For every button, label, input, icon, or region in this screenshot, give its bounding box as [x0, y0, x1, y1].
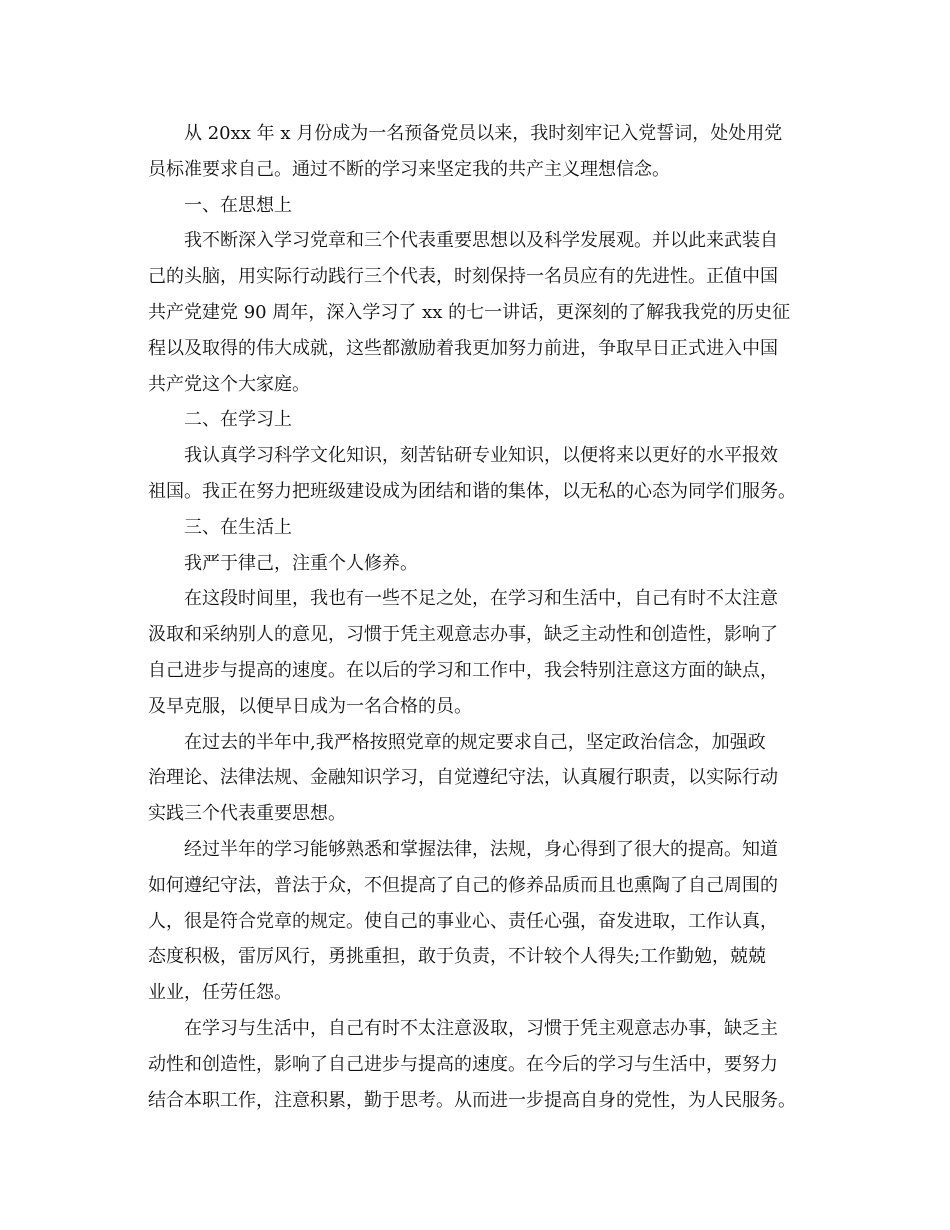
document-body [148, 116, 812, 1118]
text-line: 三、在生活上 [184, 516, 292, 538]
text-line: 如何遵纪守法，普法于众，不但提高了自己的修养品质而且也熏陶了自己周围的 [148, 874, 778, 896]
text-line: 态度积极，雷厉风行，勇挑重担，敢于负责，不计较个人得失;工作勤勉，兢兢 [148, 946, 767, 968]
text-line: 一、在思想上 [184, 194, 292, 216]
text-line: 我认真学习科学文化知识，刻苦钻研专业知识，以便将来以更好的水平报效 [184, 445, 778, 467]
text-line: 汲取和采纳别人的意见，习惯于凭主观意志办事，缺乏主动性和创造性，影响了 [148, 624, 778, 646]
text-line: 实践三个代表重要思想。 [148, 803, 346, 825]
text-line: 我不断深入学习党章和三个代表重要思想以及科学发展观。并以此来武装自 [184, 230, 778, 252]
text-line: 员标准要求自己。通过不断的学习来坚定我的共产主义理想信念。 [148, 158, 670, 180]
text-line: 从 20xx 年 x 月份成为一名预备党员以来，我时刻牢记入党誓词，处处用党 [184, 123, 783, 144]
text-line: 共产党这个大家庭。 [148, 373, 310, 395]
text-line: 共产党建党 90 周年，深入学习了 xx 的七一讲话，更深刻的了解我我党的历史征 [148, 301, 791, 323]
text-line: 祖国。我正在努力把班级建设成为团结和谐的集体，以无私的心态为同学们服务。 [148, 480, 796, 502]
text-line: 治理论、法律法规、金融知识学习，自觉遵纪守法，认真履行职责，以实际行动 [148, 767, 778, 789]
text-line: 及早克服，以便早日成为一名合格的员。 [148, 695, 472, 717]
text-line: 业业，任劳任怨。 [148, 982, 292, 1004]
text-line: 程以及取得的伟大成就，这些都激励着我更加努力前进，争取早日正式进入中国 [148, 337, 778, 359]
text-line: 经过半年的学习能够熟悉和掌握法律，法规，身心得到了很大的提高。知道 [184, 838, 778, 860]
text-line: 自己进步与提高的速度。在以后的学习和工作中，我会特别注意这方面的缺点， [148, 659, 778, 681]
text-line: 结合本职工作，注意积累，勤于思考。从而进一步提高自身的党性，为人民服务。 [148, 1089, 796, 1111]
text-line: 人，很是符合党章的规定。使自己的事业心、责任心强，奋发进取，工作认真， [148, 910, 778, 932]
text-line: 在这段时间里，我也有一些不足之处，在学习和生活中，自己有时不太注意 [184, 588, 778, 610]
text-line: 在学习与生活中，自己有时不太注意汲取，习惯于凭主观意志办事，缺乏主 [184, 1017, 778, 1039]
text-line: 二、在学习上 [184, 409, 292, 431]
text-line: 动性和创造性，影响了自己进步与提高的速度。在今后的学习与生活中，要努力 [148, 1053, 778, 1075]
text-line: 己的头脑，用实际行动践行三个代表，时刻保持一名员应有的先进性。正值中国 [148, 266, 778, 288]
text-line: 我严于律己，注重个人修养。 [184, 552, 418, 574]
text-line: 在过去的半年中,我严格按照党章的规定要求自己，坚定政治信念，加强政 [184, 731, 766, 753]
